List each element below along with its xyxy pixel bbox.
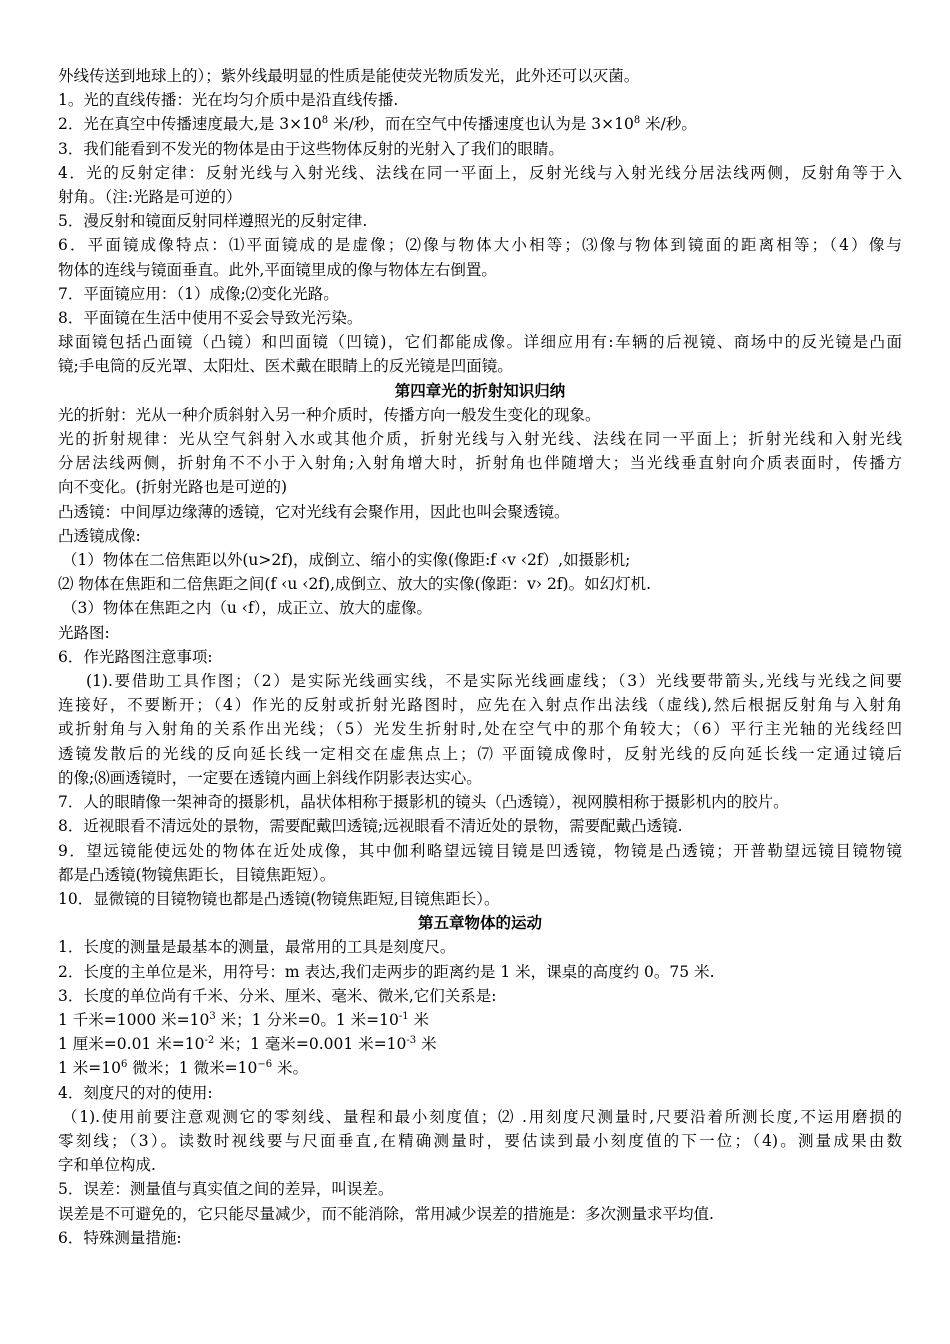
heading-text: 第四章光的折射知识归纳 — [394, 380, 566, 400]
line-segment: 米；1 分米=0。1 米=10 — [215, 1010, 399, 1029]
text-line: （1）物体在二倍焦距以外(u>2f)，成倒立、缩小的实像(像距:f ‹v ‹2f）,如摄影机; — [62, 551, 631, 570]
line-segment: 微米；1 微米=10 — [127, 1059, 258, 1078]
text-line: 凸透镜：中间厚边缘薄的透镜，它对光线有会聚作用，因此也叫会聚透镜。 — [58, 502, 570, 521]
line-segment: 米/秒。 — [640, 115, 697, 134]
text-line: 2．长度的主单位是米，用符号：m 表达,我们走两步的距离约是 1 米，课桌的高度约 0。75 米. — [58, 962, 715, 981]
text-line: 向不变化。(折射光路也是可逆的) — [58, 478, 288, 497]
superscript-exponent: 6 — [121, 1059, 128, 1071]
superscript-exponent: -1 — [398, 1010, 409, 1022]
text-line: 8．平面镜在生活中使用不妥会导致光污染。 — [58, 309, 363, 328]
text-line: 4．刻度尺的对的使用: — [58, 1083, 213, 1102]
text-line: 3．我们能看到不发光的物体是由于这些物体反射的光射入了我们的眼睛。 — [58, 139, 564, 158]
superscript-exponent: 8 — [633, 115, 641, 127]
text-line — [58, 112, 902, 136]
text-line: 9．望远镜能使远处的物体在近处成像，其中伽利略望远镜目镜是凹透镜，物镜是凸透镜；开普勒望远镜目镜物镜 — [58, 841, 902, 860]
text-line: 7．人的眼睛像一架神奇的摄影机，晶状体相称于摄影机的镜头（凸透镜），视网膜相称于摄影机内的胶片。 — [58, 793, 789, 812]
superscript-exponent: −6 — [257, 1059, 273, 1071]
text-line: 6．平面镜成像特点：⑴平面镜成的是虚像；⑵像与物体大小相等；⑶像与物体到镜面的距离相等；（4）像与 — [58, 236, 902, 255]
line-segment: 1 千米=1000 米=10 — [58, 1010, 210, 1029]
text-line: 凸透镜成像: — [58, 526, 141, 545]
text-line — [58, 1056, 902, 1080]
text-line — [58, 1032, 902, 1056]
text-line: 光的折射规律：光从空气斜射入水或其他介质，折射光线与入射光线、法线在同一平面上；折射光线和入射光线 — [58, 430, 902, 449]
text-line: 外线传送到地球上的）；紫外线最明显的性质是能使荧光物质发光，此外还可以灭菌。 — [58, 67, 640, 85]
text-line: 光路图: — [58, 623, 110, 642]
text-line: 透镜发散后的光线的反向延长线一定相交在虚焦点上；⑺ 平面镜成像时，反射光线的反向延长线一定通过镜后 — [58, 744, 902, 763]
text-line: 10．显微镜的目镜物镜也都是凸透镜(物镜焦距短,目镜焦距长）。 — [58, 889, 500, 908]
text-line: 零刻线；（3）。读数时视线要与尺面垂直,在精确测量时，要估读到最小刻度值的下一位；（4)。测量成果由数 — [58, 1131, 902, 1150]
text-line: (1).要借助工具作图；（2）是实际光线画实线，不是实际光线画虚线；（3）光线要带箭头,光线与光线之间要 — [86, 672, 902, 691]
text-line: （1).使用前要注意观测它的零刻线、量程和最小刻度值；⑵ .用刻度尺测量时,尺要沿着所测长度,不运用磨损的 — [62, 1107, 902, 1126]
text-line: 镜;手电筒的反光罩、太阳灶、医术戴在眼睛上的反光镜是凹面镜。 — [58, 357, 513, 376]
text-line: 连接好，不要断开；（4）作光的反射或折射光路图时，应先在入射点作出法线（虚线),然后根据反射角与入射角 — [58, 696, 902, 715]
text-line: 都是凸透镜(物镜焦距长，目镜焦距短）。 — [58, 865, 336, 884]
text-line: 射角。（注:光路是可逆的） — [58, 188, 242, 207]
heading-text: 第五章物体的运动 — [417, 913, 542, 933]
line-segment: 米。 — [272, 1059, 308, 1078]
text-line: 6．特殊测量措施: — [58, 1228, 182, 1247]
text-line — [58, 1008, 902, 1032]
superscript-exponent: -2 — [204, 1034, 215, 1046]
text-line: （3）物体在焦距之内（u ‹f），成正立、放大的虚像。 — [62, 599, 432, 618]
text-line: 7．平面镜应用：（1）成像;⑵变化光路。 — [58, 284, 339, 303]
line-segment: 1 厘米=0.01 米=10 — [58, 1035, 205, 1054]
superscript-exponent: 3 — [209, 1010, 216, 1022]
text-line: 3．长度的单位尚有千米、分米、厘米、毫米、微米,它们关系是: — [58, 986, 497, 1005]
line-segment: 米 — [416, 1035, 437, 1054]
superscript-exponent: 8 — [321, 115, 329, 127]
text-line: 1．长度的测量是最基本的测量，最常用的工具是刻度尺。 — [58, 938, 456, 957]
line-segment: 米；1 毫米=0.001 米=10 — [214, 1035, 407, 1054]
text-line: 误差是不可避免的，它只能尽量减少，而不能消除，常用减少误差的措施是：多次测量求平均值. — [58, 1204, 714, 1223]
text-line: 球面镜包括凸面镜（凸镜）和凹面镜（凹镜)，它们都能成像。详细应用有:车辆的后视镜、商场中的反光镜是凸面 — [58, 333, 902, 352]
text-line: 6．作光路图注意事项: — [58, 647, 213, 666]
line-segment: 米/秒，而在空气中传播速度也认为是 3×10 — [328, 115, 634, 134]
section-heading — [58, 911, 902, 935]
text-line: 字和单位构成. — [58, 1156, 156, 1175]
text-line: 8．近视眼看不清远处的景物，需要配戴凹透镜;远视眼看不清近处的景物，需要配戴凸透镜. — [58, 817, 683, 836]
text-line: 1。光的直线传播：光在均匀介质中是沿直线传播. — [58, 91, 399, 110]
text-line: 5．漫反射和镜面反射同样遵照光的反射定律. — [58, 212, 368, 231]
section-heading — [58, 379, 902, 403]
text-line: 分居法线两侧，折射角不不小于入射角;入射角增大时，折射角也伴随增大；当光线垂直射向介质表面时，传播方 — [58, 454, 902, 473]
text-line: 4．光的反射定律：反射光线与入射光线、法线在同一平面上，反射光线与入射光线分居法线两侧，反射角等于入 — [58, 163, 902, 182]
text-line: ⑵ 物体在焦距和二倍焦距之间(f ‹u ‹2f),成倒立、放大的实像(像距：v› 2f)。如幻灯机. — [58, 575, 652, 594]
text-line: 物体的连线与镜面垂直。此外,平面镜里成的像与物体左右倒置。 — [58, 260, 497, 279]
line-segment: 2．光在真空中传播速度最大,是 3×10 — [58, 115, 322, 134]
text-line: 5．误差：测量值与真实值之间的差异，叫误差。 — [58, 1180, 394, 1199]
text-line: 的像;⑻画透镜时，一定要在透镜内画上斜线作阴影表达实心。 — [58, 768, 482, 787]
text-line: 或折射角与入射角的关系作出光线；（5）光发生折射时,处在空气中的那个角较大；（6）平行主光轴的光线经凹 — [58, 720, 902, 739]
text-line: 光的折射：光从一种介质斜射入另一种介质时，传播方向一般发生变化的现象。 — [58, 405, 601, 424]
line-segment: 1 米=10 — [58, 1059, 121, 1078]
line-segment: 米 — [408, 1010, 430, 1029]
superscript-exponent: -3 — [406, 1034, 417, 1046]
